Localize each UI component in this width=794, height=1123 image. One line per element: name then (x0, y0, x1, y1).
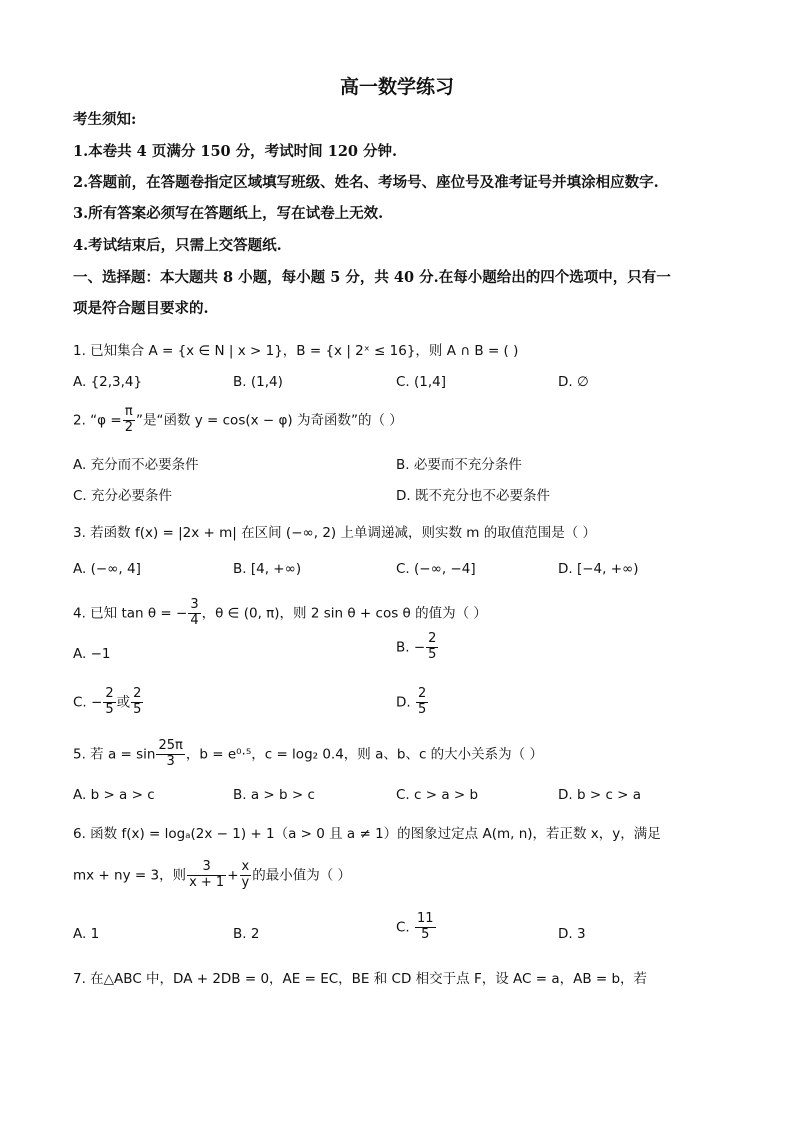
q2-option-b: B. 必要而不充分条件 (396, 457, 522, 473)
q2-fraction-num: π (123, 405, 135, 421)
q4-option-b (396, 632, 439, 663)
q4-option-a: A. −1 (73, 646, 111, 662)
notice-item-4: 4.考试结束后，只需上交答题纸. (73, 237, 282, 254)
q2-stem (73, 405, 403, 436)
q4-option-c-den-2: 5 (133, 701, 142, 717)
q3-stem: 3. 若函数 f(x) = |2x + m| 在区间 (−∞, 2) 上单调递减，则实数 m 的取值范围是（ ） (73, 525, 597, 541)
q4-option-c-num-2: 2 (133, 686, 142, 701)
q6-option-d: D. 3 (558, 926, 586, 942)
q7-stem: 7. 在△ABC 中，DA + 2DB = 0，AE = EC，BE 和 CD 相交于点 F，设 AC = a，AB = b，若 (73, 971, 648, 987)
q5-option-d: D. b > c > a (558, 787, 642, 803)
q5-option-c: C. c > a > b (396, 787, 479, 803)
q4-option-c-pre: C. − (73, 694, 103, 711)
q4-option-d (396, 687, 429, 718)
notice-item-1: 1.本卷共 4 页满分 150 分，考试时间 120 分钟. (73, 143, 398, 160)
q6-plus: + (227, 867, 239, 884)
q4-fraction-den: 4 (190, 612, 199, 628)
q4-option-c-or: 或 (116, 694, 131, 711)
q4-option-c-den-1: 5 (105, 701, 114, 717)
q4-option-c-fraction-2 (131, 687, 143, 718)
q6-option-c-num: 11 (417, 911, 434, 926)
q2-option-c: C. 充分必要条件 (73, 488, 173, 504)
q4-fraction (188, 598, 200, 629)
q5-stem-post: ，b = e⁰·⁵，c = log₂ 0.4，则 a、b、c 的大小关系为（ ） (185, 746, 543, 763)
q6-fraction-1 (187, 860, 226, 891)
section-heading-line1: 一、选择题：本大题共 8 小题，每小题 5 分，共 40 分.在每小题给出的四个选项中，只有一 (73, 269, 671, 286)
q6-option-c-pre: C. (396, 919, 410, 936)
q4-option-c-fraction-1 (103, 687, 115, 718)
q2-option-a: A. 充分而不必要条件 (73, 457, 199, 473)
q3-option-a: A. (−∞, 4] (73, 561, 141, 577)
q4-stem-post: ，θ ∈ (0, π)，则 2 sin θ + cos θ 的值为（ ） (201, 605, 487, 622)
q6-fraction-2-den: y (241, 874, 250, 890)
q3-option-b: B. [4, +∞) (233, 561, 302, 577)
q5-fraction (156, 739, 184, 770)
q5-fraction-num: 25π (158, 738, 183, 753)
q6-option-c-den: 5 (421, 926, 430, 942)
q6-option-c (396, 912, 437, 943)
q3-option-c: C. (−∞, −4] (396, 561, 476, 577)
q5-option-b: B. a > b > c (233, 787, 315, 803)
q2-stem-pre: 2. “φ = (73, 412, 122, 429)
q6-option-c-fraction (415, 912, 436, 943)
q4-option-b-pre: B. − (396, 639, 426, 656)
q6-option-b: B. 2 (233, 926, 260, 942)
page-title: 高一数学练习 (339, 76, 454, 98)
q2-fraction-den: 2 (124, 419, 133, 435)
q2-option-d: D. 既不充分也不必要条件 (396, 488, 550, 504)
q4-stem-pre: 4. 已知 tan θ = − (73, 605, 188, 622)
q5-fraction-den: 3 (166, 753, 175, 769)
q1-option-d: D. ∅ (558, 374, 589, 390)
q4-option-b-num: 2 (428, 631, 437, 646)
q5-stem (73, 739, 543, 770)
q1-stem: 1. 已知集合 A = {x ∈ N | x > 1}，B = {x | 2ˣ ≤ 16}，则 A ∩ B = ( ) (73, 343, 519, 359)
q4-stem (73, 598, 487, 629)
q4-option-c-num-1: 2 (105, 686, 114, 701)
q6-line2-pre: mx + ny = 3，则 (73, 867, 187, 884)
q4-fraction-num: 3 (190, 597, 199, 612)
q4-option-b-fraction (426, 632, 438, 663)
q6-option-a: A. 1 (73, 926, 100, 942)
q6-line1: 6. 函数 f(x) = logₐ(2x − 1) + 1（a > 0 且 a ≠ 1）的图象过定点 A(m, n)，若正数 x，y，满足 (73, 826, 661, 842)
q6-fraction-1-num: 3 (187, 860, 226, 876)
q1-option-c: C. (1,4] (396, 374, 447, 390)
q4-option-d-fraction (416, 687, 428, 718)
q6-fraction-2 (240, 860, 252, 891)
notice-heading: 考生须知: (73, 111, 137, 128)
q3-option-d: D. [−4, +∞) (558, 561, 639, 577)
q4-option-c (73, 687, 144, 718)
q4-option-d-den: 5 (417, 701, 427, 717)
q5-stem-pre: 5. 若 a = sin (73, 746, 156, 763)
q6-fraction-2-num: x (241, 859, 250, 874)
q2-fraction (123, 405, 135, 436)
notice-item-2: 2.答题前，在答题卷指定区域填写班级、姓名、考场号、座位号及准考证号并填涂相应数字. (73, 174, 659, 191)
q1-option-b: B. (1,4) (233, 374, 283, 390)
q4-option-d-num: 2 (417, 686, 427, 701)
q1-option-a: A. {2,3,4} (73, 374, 143, 390)
notice-item-3: 3.所有答案必须写在答题纸上，写在试卷上无效. (73, 205, 384, 222)
q6-line2 (73, 860, 351, 891)
q2-stem-post: ”是“函数 y = cos(x − φ) 为奇函数”的（ ） (135, 412, 403, 429)
q4-option-d-pre: D. (396, 694, 411, 711)
q4-option-b-den: 5 (428, 646, 437, 662)
q6-fraction-1-den: x + 1 (189, 874, 225, 890)
q5-option-a: A. b > a > c (73, 787, 155, 803)
section-heading-line2: 项是符合题目要求的. (73, 300, 209, 317)
q6-line2-post: 的最小值为（ ） (252, 867, 351, 884)
